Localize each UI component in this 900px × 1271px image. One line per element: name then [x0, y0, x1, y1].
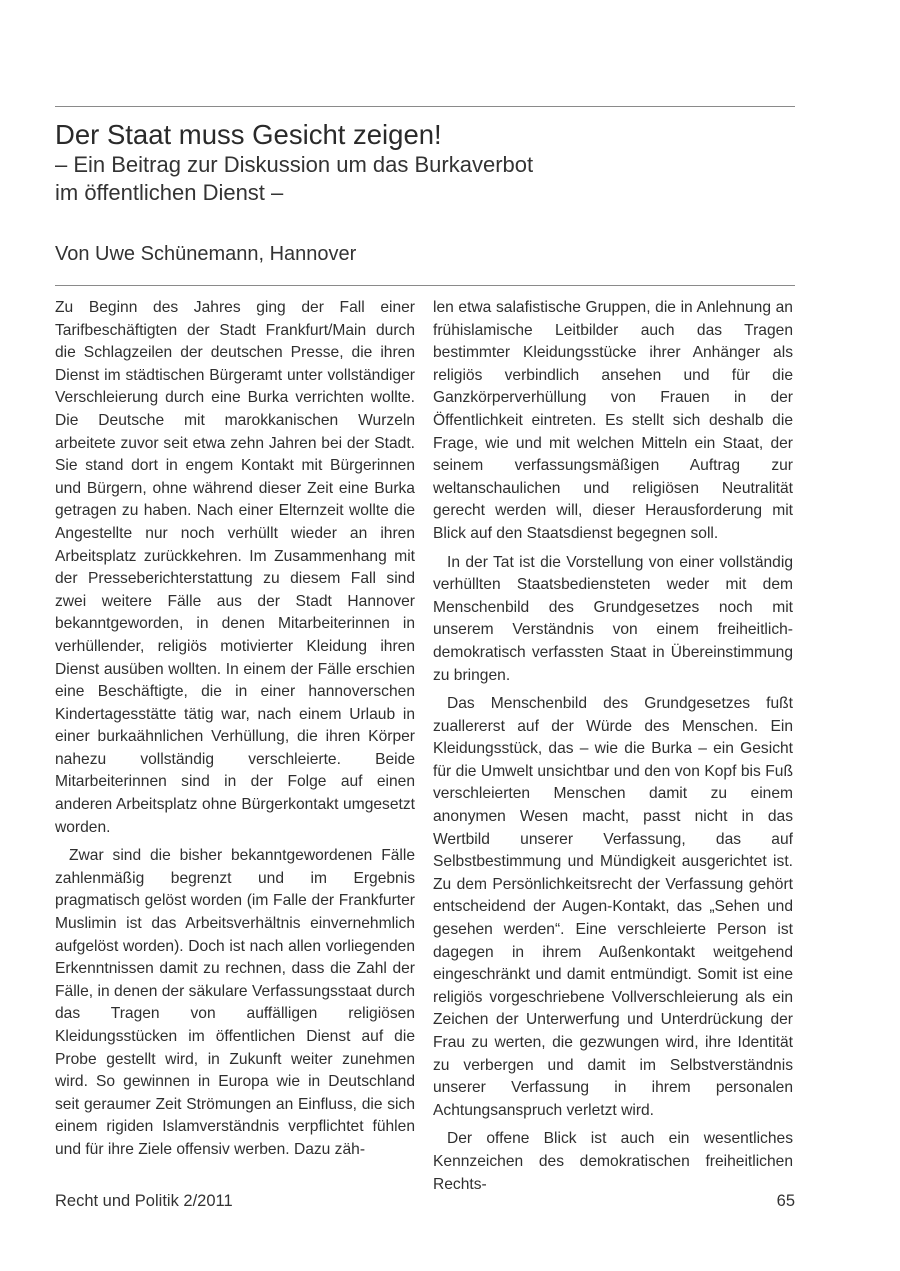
title-block — [55, 118, 795, 207]
body-column-right — [433, 297, 793, 1202]
article-author: Von Uwe Schünemann, Hannover — [55, 243, 357, 265]
footer-journal: Recht und Politik 2/2011 — [55, 1192, 233, 1210]
paragraph: len etwa salafistische Gruppen, die in Anlehnung an frühislamische Leitbilder auch das Tragen bestimmter Kleidungsstücke ihrer Anhänger als religiös verbindlich ansehen und für die Ganzkörperverhüllung von Frauen in der Öffentlichkeit eintreten. Es stellt sich deshalb die Frage, wie und mit welchen Mitteln ein Staat, der seinem verfassungsmäßigen Auftrag zur weltanschaulichen und religiösen Neutralität gerecht werden will, dieser Herausforderung mit Blick auf den Staatsdienst begegnen soll. — [433, 299, 793, 542]
top-rule — [55, 106, 795, 107]
paragraph: Zu Beginn des Jahres ging der Fall einer Tarifbeschäftigten der Stadt Frankfurt/Main durch die Schlagzeilen der deutschen Presse, die ihren Dienst im städtischen Bürgeramt unter vollständiger Verschleierung durch eine Burka verrichten wollte. Die Deutsche mit marokkanischen Wurzeln arbeitete zuvor seit etwa zehn Jahren bei der Stadt. Sie stand dort in engem Kontakt mit Bürgerinnen und Bürgern, ohne während dieser Zeit eine Burka getragen zu haben. Nach einer Elternzeit wollte die Angestellte nur noch verhüllt wieder an ihren Arbeitsplatz zurückkehren. Im Zusammenhang mit der Presseberichterstattung zu diesem Fall sind zwei weitere Fälle aus der Stadt Hannover bekanntgeworden, in denen Mitarbeiterinnen in verhüllender, religiös motivierter Kleidung ihren Dienst ausüben wollten. In einem der Fälle erschien eine Beschäftigte, die in einer hannoverschen Kindertagesstätte tätig war, nach einem Urlaub in einer burkaähnlichen Verhüllung, die ihren Körper nahezu vollständig verschleierte. Beide Mitarbeiterinnen sind in der Folge auf einen anderen Arbeitsplatz ohne Bürgerkontakt umgesetzt worden. — [55, 299, 415, 836]
paragraph: Zwar sind die bisher bekanntgewordenen Fälle zahlenmäßig begrenzt und im Ergebnis pragmatisch gelöst worden (im Falle der Frankfurter Muslimin ist das Arbeitsverhältnis einvernehmlich aufgelöst worden). Doch ist nach allen vorliegenden Erkenntnissen damit zu rechnen, dass die Zahl der Fälle, in denen der säkulare Verfassungsstaat durch das Tragen von auffälligen religiösen Kleidungsstücken im öffentlichen Dienst auf die Probe gestellt wird, in Zukunft weiter zunehmen wird. So gewinnen in Europa wie in Deutschland seit geraumer Zeit Strömungen an Einfluss, die sich einem rigiden Islamverständnis verpflichtet fühlen und für ihre Ziele offensiv werben. Dazu zäh- — [55, 847, 415, 1158]
paragraph: In der Tat ist die Vorstellung von einer vollständig verhüllten Staatsbediensteten weder mit dem Menschenbild des Grundgesetzes noch mit unserem Verständnis von einem freiheitlich-demokratisch verfassten Staat in Übereinstimmung zu bringen. — [433, 553, 793, 684]
body-column-left — [55, 297, 415, 1168]
article-subtitle-line-1: – Ein Beitrag zur Diskussion um das Burkaverbot — [55, 152, 534, 177]
header-divider — [55, 285, 795, 286]
page-number: 65 — [776, 1192, 795, 1210]
paragraph: Das Menschenbild des Grundgesetzes fußt zuallererst auf der Würde des Menschen. Ein Kleidungsstück, das – wie die Burka – ein Gesicht für die Umwelt unsichtbar und den von Kopf bis Fuß verschleierten Menschen damit zu einem anonymen Wesen macht, passt nicht in das Wertbild unserer Verfassung, das auf Selbstbestimmung und Mündigkeit ausgerichtet ist. Zu dem Persönlichkeitsrecht der Verfassung gehört entscheidend der Augen-Kontakt, das „Sehen und gesehen werden“. Eine verschleierte Person ist dagegen in ihrem Außenkontakt weitgehend eingeschränkt und damit entmündigt. Somit ist eine religiös vorgeschriebene Vollverschleierung als ein Zeichen der Unterwerfung und Unterdrückung der Frau zu werten, die gezwungen wird, ihre Identität zu verbergen und damit im Selbstverständnis unserer Verfassung in ihrem personalen Achtungsanspruch verletzt wird. — [433, 695, 793, 1119]
article-title: Der Staat muss Gesicht zeigen! — [55, 119, 442, 150]
paragraph: Der offene Blick ist auch ein wesentliches Kennzeichen des demokratischen freiheitlichen Rechts- — [433, 1130, 793, 1193]
article-subtitle-line-2: im öffentlichen Dienst – — [55, 180, 284, 205]
